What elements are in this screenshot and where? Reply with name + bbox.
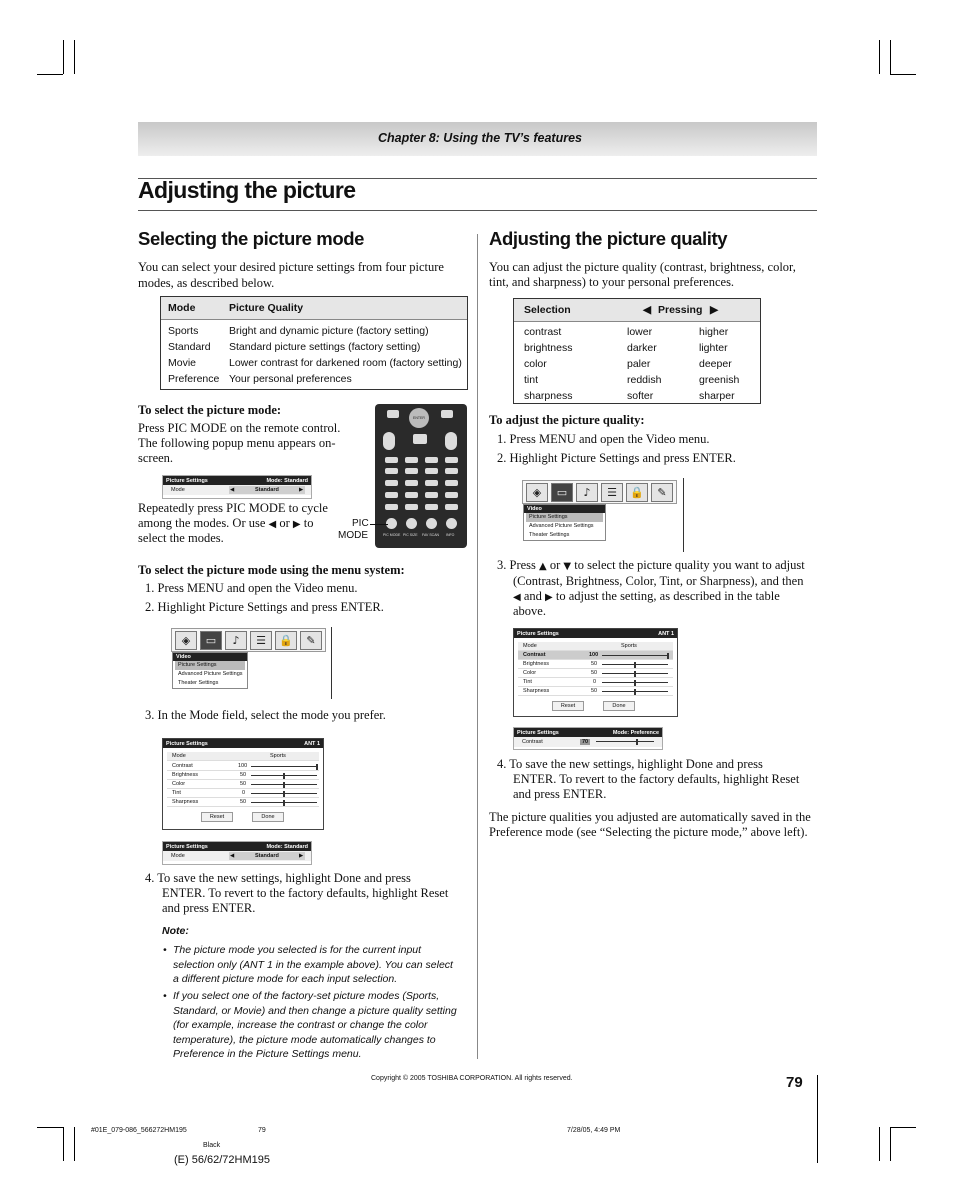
menu-item-picture-settings[interactable]: Picture Settings: [526, 513, 603, 522]
popup-title: Picture Settings: [166, 477, 208, 484]
pic-size-button: [406, 518, 417, 529]
repeat-instruction-line: Repeatedly press PIC MODE to cycle: [138, 501, 328, 515]
done-button[interactable]: Done: [603, 701, 635, 711]
adjust-quality-lead: To adjust the picture quality:: [489, 413, 645, 427]
remote-button: [445, 457, 458, 463]
arrow-left-icon: ◀: [230, 853, 235, 859]
slug-filename: #01E_079-086_566272HM195: [91, 1127, 187, 1134]
video-submenu: [523, 504, 606, 541]
remote-control-illustration: [375, 404, 467, 548]
step-item: (Contrast, Brightness, Color, Tint, or Sharpness), and then: [513, 574, 804, 588]
table-cell: higher: [699, 326, 729, 338]
step-item: 1. Press MENU and open the Video menu.: [145, 581, 358, 595]
row-value: 50: [240, 781, 247, 787]
row-label: Brightness: [172, 772, 198, 778]
row-value: 100: [238, 763, 248, 769]
closing-paragraph: The picture qualities you adjusted are automatically saved in the: [489, 810, 811, 824]
row-label: Brightness: [523, 661, 549, 667]
setting-slider: [251, 766, 317, 767]
slider-knob[interactable]: [283, 800, 285, 806]
arrow-left-icon: ◀: [268, 519, 277, 530]
table-cell: Standard picture settings (factory setting): [229, 341, 421, 353]
preferences-icon[interactable]: ☰: [601, 483, 623, 502]
page-title: Adjusting the picture: [138, 177, 356, 203]
menu-item-theater-settings[interactable]: Theater Settings: [178, 680, 219, 686]
step-item: 2. Highlight Picture Settings and press ENTER.: [145, 600, 384, 614]
note-label: Note:: [162, 925, 189, 937]
remote-button: [385, 492, 398, 498]
popup-row-value: Standard: [255, 487, 279, 493]
setting-row[interactable]: [518, 687, 673, 696]
arrow-right-icon: ▶: [545, 592, 553, 603]
closing-paragraph: Preference mode (see “Selecting the picture mode,” above left).: [489, 825, 808, 839]
picture-quality-intro: You can adjust the picture quality (contrast, brightness, color,: [489, 260, 796, 274]
reset-button[interactable]: Reset: [552, 701, 584, 711]
slider-knob[interactable]: [634, 671, 636, 677]
model-number: (E) 56/62/72HM195: [174, 1154, 270, 1166]
column-header: Selection: [524, 304, 571, 316]
slider-knob[interactable]: [634, 689, 636, 695]
contrast-popup: [513, 727, 663, 750]
table-cell: sharpness: [524, 390, 573, 402]
table-row: [161, 372, 467, 388]
popup-row-value: 70: [582, 739, 589, 745]
text-part: and: [523, 589, 542, 603]
screen-edge-line: [683, 478, 684, 552]
remote-button: [425, 480, 438, 486]
contrast-slider: [596, 741, 654, 742]
table-row: [161, 324, 467, 340]
step-item: ENTER. To revert to the factory defaults, highlight Reset: [513, 772, 800, 786]
pic-mode-label: PIC MODE: [383, 533, 401, 537]
table-row: [514, 341, 760, 357]
remote-button: [425, 468, 438, 474]
remote-button: [445, 504, 458, 510]
row-value: 100: [589, 652, 599, 658]
slider-knob[interactable]: [634, 680, 636, 686]
applications-icon[interactable]: ✎: [300, 631, 322, 650]
note-line: Standard, or Movie) and then change a picture quality setting: [173, 1004, 457, 1017]
step-item: above.: [513, 604, 546, 618]
enter-label: ENTER: [413, 416, 425, 420]
remote-button: [445, 492, 458, 498]
step-item: and press ENTER.: [513, 787, 607, 801]
remote-instruction-line: screen.: [138, 451, 174, 465]
arrow-right-icon: ▶: [299, 853, 304, 859]
table-cell: paler: [627, 358, 651, 370]
slider-knob[interactable]: [283, 773, 285, 779]
table-row: [514, 389, 760, 405]
remote-button: [385, 504, 398, 510]
chapter-title: Chapter 8: Using the TV’s features: [378, 131, 582, 145]
remote-button: [413, 434, 427, 444]
arrow-right-icon: ▶: [299, 487, 304, 493]
callout-leader-line: [370, 524, 388, 525]
remote-button: [425, 492, 438, 498]
table-cell: Sports: [168, 325, 199, 337]
popup-row-label: Mode: [171, 487, 185, 493]
remote-button: [385, 457, 398, 463]
mode-row[interactable]: [167, 752, 319, 761]
row-value: 50: [591, 670, 598, 676]
row-value: 50: [591, 661, 598, 667]
submenu-title: Video: [524, 505, 605, 513]
menu-system-lead: To select the picture mode using the menu system:: [138, 563, 405, 577]
table-cell: color: [524, 358, 547, 370]
step-item: 2. Highlight Picture Settings and press ENTER.: [497, 451, 736, 465]
table-header: [161, 297, 467, 320]
table-cell: Preference: [168, 373, 220, 385]
repeat-instruction-line: select the modes.: [138, 531, 224, 545]
note-line: a different picture mode for each input selection.: [173, 973, 398, 985]
remote-button: [445, 480, 458, 486]
audio-icon[interactable]: ♪: [576, 483, 598, 502]
arrow-down-icon: ▼: [563, 561, 572, 572]
column-header: Pressing: [658, 304, 703, 316]
panel-input: ANT 1: [304, 740, 320, 747]
fav-scan-label: FAV SCAN: [422, 533, 440, 537]
slider-knob[interactable]: [283, 791, 285, 797]
table-header: [514, 299, 760, 322]
setting-row[interactable]: [167, 762, 319, 771]
mode-row[interactable]: [518, 642, 673, 651]
picture-quality-table: [513, 298, 761, 404]
table-cell: Your personal preferences: [229, 373, 352, 385]
text-part: to: [303, 516, 314, 530]
table-cell: Movie: [168, 357, 197, 369]
setting-row[interactable]: [518, 660, 673, 669]
slider-knob[interactable]: [634, 662, 636, 668]
row-value: 50: [591, 688, 598, 694]
row-label: Contrast: [523, 652, 546, 658]
step-item: 1. Press MENU and open the Video menu.: [497, 432, 710, 446]
fav-button: [426, 518, 437, 529]
picture-settings-panel: [162, 738, 324, 830]
slider-knob[interactable]: [283, 782, 285, 788]
pic-mode-callout: [352, 517, 368, 530]
note-line: The picture mode you selected is for the current input: [173, 944, 422, 956]
note-line: If you select one of the factory-set picture modes (Sports,: [173, 990, 440, 1002]
submenu-title: Video: [173, 653, 247, 661]
setting-row[interactable]: [518, 651, 673, 660]
setting-row[interactable]: [518, 678, 673, 687]
note-item: [173, 989, 457, 1062]
row-label: Mode: [172, 753, 186, 759]
picture-mode-intro: You can select your desired picture settings from four picture modes, as described below.: [138, 260, 444, 290]
setting-slider: [602, 655, 668, 656]
table-row: [161, 356, 467, 372]
setting-row[interactable]: [167, 771, 319, 780]
remote-button: [405, 457, 418, 463]
section-heading-picture-quality: Adjusting the picture quality: [489, 228, 728, 249]
menu-icon-strip: [522, 480, 677, 504]
copyright: Copyright © 2005 TOSHIBA CORPORATION. All rights reserved.: [371, 1075, 573, 1082]
slug-page: 79: [258, 1127, 266, 1134]
menu-item-picture-settings[interactable]: Picture Settings: [175, 661, 245, 670]
section-heading-picture-mode: Selecting the picture mode: [138, 228, 365, 249]
popup-row-value: Standard: [255, 853, 279, 859]
text-part: among the modes. Or use: [138, 516, 266, 530]
remote-instruction-line: Press PIC MODE on the remote control.: [138, 421, 341, 435]
picture-quality-intro: tint, and sharpness) to your personal preferences.: [489, 275, 735, 289]
step-item: 4. To save the new settings, highlight Done and press: [497, 757, 763, 771]
table-cell: deeper: [699, 358, 732, 370]
table-cell: contrast: [524, 326, 562, 338]
remote-button: [405, 480, 418, 486]
screen-edge-line: [331, 627, 332, 699]
note-line: temperature), the picture mode automatically changes to: [173, 1033, 436, 1046]
remote-button: [441, 410, 453, 418]
table-row: [514, 357, 760, 373]
panel-title: Picture Settings: [517, 630, 559, 637]
row-value: 0: [242, 790, 246, 796]
slider-knob[interactable]: [636, 739, 638, 745]
remote-button: [425, 504, 438, 510]
locks-icon[interactable]: 🔒: [626, 483, 648, 502]
preferences-icon[interactable]: ☰: [250, 631, 272, 650]
note-line: selection only (ANT 1 in the example above). You can select: [173, 958, 453, 971]
row-label: Color: [523, 670, 537, 676]
remote-instruction-line: The following popup menu appears on-: [138, 436, 336, 450]
setting-row[interactable]: [167, 789, 319, 798]
table-cell: sharper: [699, 390, 735, 402]
setup-icon[interactable]: ◈: [175, 631, 197, 650]
video-submenu: [172, 652, 248, 689]
column-divider: [477, 234, 478, 1059]
row-value: Sports: [621, 643, 637, 649]
text-part: 3. Press: [497, 558, 536, 572]
remote-button: [445, 468, 458, 474]
text-part: or: [549, 558, 561, 572]
setting-row[interactable]: [518, 669, 673, 678]
table-row: [514, 373, 760, 389]
step-item: [497, 558, 805, 575]
column-header: Picture Quality: [229, 302, 304, 314]
table-cell: lower: [627, 326, 653, 338]
table-cell: softer: [627, 390, 654, 402]
text-part: to adjust the setting, as described in the table: [555, 589, 780, 603]
video-icon[interactable]: ▭: [551, 483, 573, 502]
note-item: [173, 943, 453, 987]
row-label: Sharpness: [172, 799, 199, 805]
info-button: [446, 518, 457, 529]
menu-item-advanced-picture-settings[interactable]: Advanced Picture Settings: [178, 671, 243, 677]
table-cell: darker: [627, 342, 657, 354]
select-mode-lead: To select the picture mode:: [138, 403, 282, 417]
row-label: Tint: [523, 679, 532, 685]
setting-row[interactable]: [167, 780, 319, 789]
picture-mode-table: [160, 296, 468, 390]
video-icon[interactable]: ▭: [200, 631, 222, 650]
row-label: Tint: [172, 790, 181, 796]
row-value: 0: [593, 679, 597, 685]
remote-button: [405, 504, 418, 510]
text-part: or: [279, 516, 290, 530]
table-cell: greenish: [699, 374, 740, 386]
heading-bottom-rule: [138, 210, 817, 211]
slug-date: 7/28/05, 4:49 PM: [567, 1127, 621, 1134]
bullet: •: [163, 944, 167, 956]
row-value: 50: [240, 772, 247, 778]
step-item: [513, 589, 780, 606]
arrow-left-icon: ◀: [513, 592, 521, 603]
callout-line: PIC: [352, 518, 369, 529]
slider-knob[interactable]: [667, 653, 669, 659]
arrow-left-icon: ◀: [643, 304, 652, 316]
remote-button: [385, 480, 398, 486]
remote-button: [405, 492, 418, 498]
info-label: INFO: [446, 533, 455, 537]
table-cell: tint: [524, 374, 539, 386]
reset-button[interactable]: Reset: [201, 812, 233, 822]
table-cell: Bright and dynamic picture (factory setting): [229, 325, 429, 337]
table-cell: lighter: [699, 342, 728, 354]
text-part: to select the picture quality you want to adjust: [574, 558, 805, 572]
table-cell: reddish: [627, 374, 662, 386]
remote-button: [385, 468, 398, 474]
picture-settings-panel: [513, 628, 678, 717]
row-label: Contrast: [172, 763, 193, 769]
audio-icon[interactable]: ♪: [225, 631, 247, 650]
table-row: [161, 340, 467, 356]
slider-knob[interactable]: [316, 764, 318, 770]
arrow-right-icon: ▶: [292, 519, 301, 530]
slug-color: Black: [203, 1142, 221, 1149]
menu-item-advanced-picture-settings[interactable]: Advanced Picture Settings: [529, 523, 594, 529]
row-value: 50: [240, 799, 247, 805]
locks-icon[interactable]: 🔒: [275, 631, 297, 650]
done-button[interactable]: Done: [252, 812, 284, 822]
arrow-right-icon: ▶: [710, 304, 719, 316]
popup-mode-label: Mode: Standard: [266, 843, 308, 850]
picture-mode-popup: [162, 841, 312, 865]
remote-button: [425, 457, 438, 463]
row-label: Color: [172, 781, 186, 787]
row-label: Sharpness: [523, 688, 550, 694]
channel-rocker: [383, 432, 395, 450]
popup-title: Picture Settings: [517, 729, 559, 736]
page-number: 79: [786, 1074, 803, 1091]
picture-mode-popup: [162, 475, 312, 499]
menu-icon-strip: [171, 628, 326, 652]
popup-row-label: Contrast: [522, 739, 543, 745]
popup-mode-label: Mode: Preference: [612, 729, 659, 736]
pic-mode-callout: MODE: [338, 530, 368, 541]
remote-button: [387, 410, 399, 418]
bullet: •: [163, 990, 167, 1002]
note-line: Preference in the Picture Settings menu.: [173, 1048, 362, 1060]
remote-button: [405, 468, 418, 474]
panel-input: ANT 1: [658, 630, 674, 637]
row-value: Sports: [270, 753, 286, 759]
popup-title: Picture Settings: [166, 843, 208, 850]
panel-title: Picture Settings: [166, 740, 208, 747]
table-cell: Standard: [168, 341, 211, 353]
volume-rocker: [445, 432, 457, 450]
pic-size-label: PIC SIZE: [403, 533, 418, 537]
note-line: (for example, increase the contrast or change the color: [173, 1019, 428, 1031]
setup-icon[interactable]: ◈: [526, 483, 548, 502]
setting-row[interactable]: [167, 798, 319, 807]
popup-mode-label: Mode: Standard: [266, 477, 308, 484]
table-row: [514, 325, 760, 341]
table-cell: brightness: [524, 342, 573, 354]
menu-item-theater-settings[interactable]: Theater Settings: [529, 532, 570, 538]
table-cell: Lower contrast for darkened room (factory setting): [229, 357, 462, 369]
column-header: Mode: [168, 302, 196, 314]
arrow-up-icon: ▲: [539, 561, 547, 572]
applications-icon[interactable]: ✎: [651, 483, 673, 502]
step-item: ENTER. To revert to the factory defaults, highlight Reset: [162, 886, 449, 900]
step-item: and press ENTER.: [162, 901, 256, 915]
step-item: 4. To save the new settings, highlight Done and press: [145, 871, 411, 885]
popup-row-label: Mode: [171, 853, 185, 859]
arrow-left-icon: ◀: [230, 487, 235, 493]
row-label: Mode: [523, 643, 537, 649]
step-item: 3. In the Mode field, select the mode you prefer.: [145, 708, 386, 722]
